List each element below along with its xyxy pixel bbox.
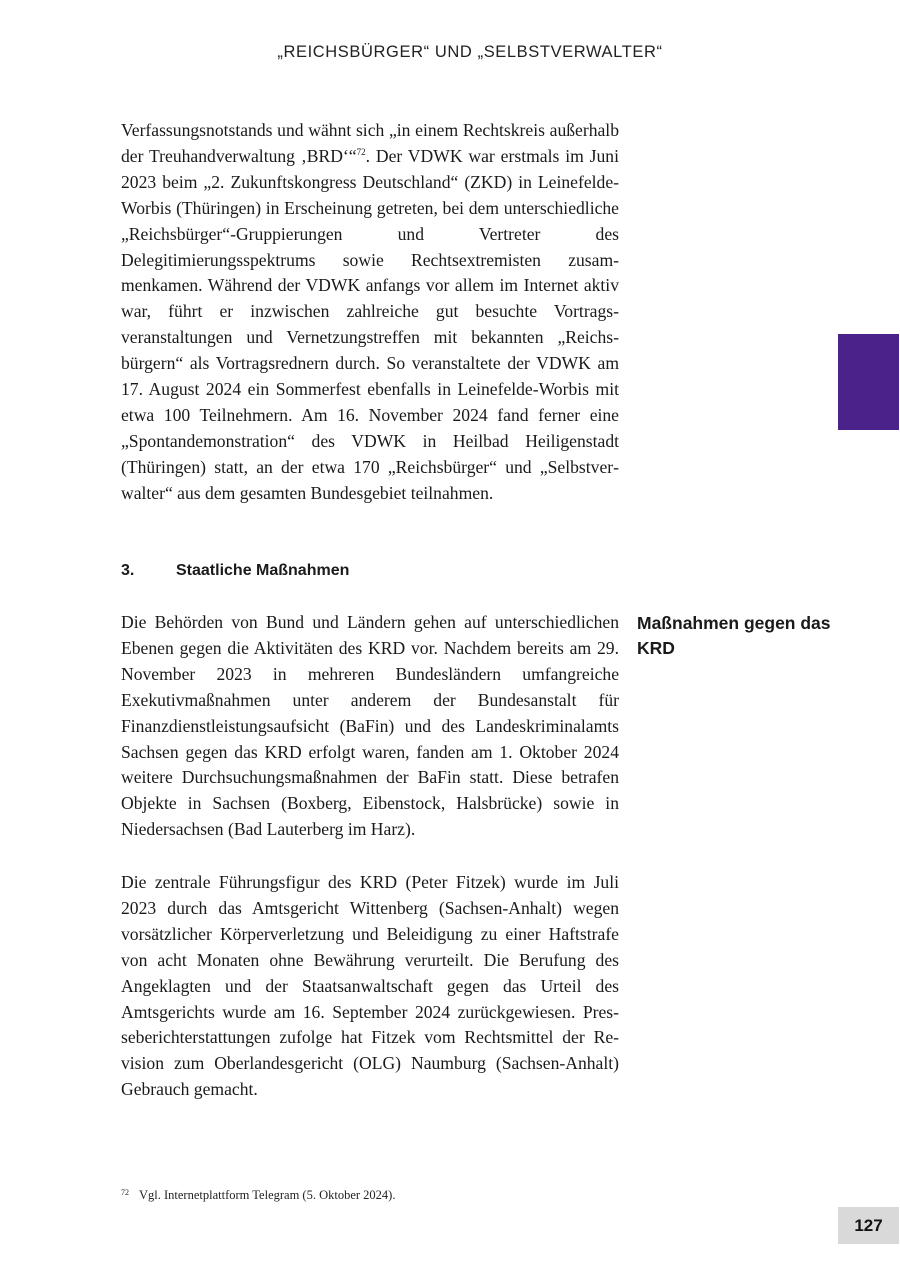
body-paragraph-2: Die Behörden von Bund und Ländern gehen auf unterschiedlichen Ebenen gegen die Aktivitäten des KRD vor. Nachdem bereits am 29. November 2023 in mehreren Bundesländern umfangreiche Exekutivmaßnahmen unter anderem der Bundesanstalt für Finanzdienstleistungsaufsicht (BaFin) und des Landeskriminalamts Sachsen gegen das KRD erfolgt waren, fanden am 1. Oktober 2024 weitere Durchsuchungsmaßnahmen der BaFin statt. Diese betrafen Objekte in Sachsen (Boxberg, Eibenstock, Halsbrücke) sowie in Niedersachsen (Bad Lauterberg im Harz). <box>121 612 619 840</box>
margin-heading: Maßnahmen gegen das KRD <box>637 613 831 658</box>
paragraph-1-start: Verfassungsnotstands und wähnt sich „in einem Rechtskreis außerhalb der Treuhandverwaltung ‚BRD‘“ <box>121 120 619 166</box>
body-paragraph-3: Die zentrale Führungsfigur des KRD (Peter Fitzek) wurde im Juli 2023 durch das Amtsgericht Wittenberg (Sachsen-Anhalt) wegen vorsätzlicher Körperverletzung und Beleidigung zu einer Haftstrafe von acht Monaten ohne Bewährung verurteilt. Die Berufung des Angeklagten und der Staatsanwaltschaft gegen das Urteil des Amtsgerichts wurde am 16. September 2024 zurückgewiesen. Presseberichterstattungen zufolge hat Fitzek vom Rechtsmittel der Revision zum Oberlandesgericht (OLG) Naumburg (Sachsen-Anhalt) Gebrauch gemacht. <box>121 872 619 1100</box>
running-head <box>0 43 900 62</box>
paragraph-1-end: . Der VDWK war erstmals im Juni 2023 beim „2. Zukunftskongress Deutschland“ (ZKD) in Leinefelde-Worbis (Thüringen) in Erscheinung getreten, bei dem unterschiedliche „Reichsbürger“-Gruppierungen und Vertreter des Delegitimierungsspektrums sowie Rechtsextremisten zusammenkamen. Während der VDWK anfangs vor allem im Internet aktiv war, führt er inzwischen zahlreiche gut besuchte Vortragsveranstaltungen und Vernetzungstreffen mit bekannten „Reichsbürgern“ als Vortragsrednern durch. So veranstaltete der VDWK am 17. August 2024 ein Sommerfest ebenfalls in Leinefelde-Worbis mit etwa 100 Teilnehmern. Am 16. November 2024 fand ferner eine „Spontandemonstration“ des VDWK in Heilbad Heiligenstadt (Thüringen) statt, an der etwa 170 „Reichsbürger“ und „Selbstverwalter“ aus dem gesamten Bundesgebiet teilnahmen. <box>121 145 619 503</box>
footnote-reference[interactable]: 72 <box>356 146 366 157</box>
section-title: Staatliche Maßnahmen <box>176 562 350 579</box>
body-paragraph-1 <box>121 118 619 507</box>
page-number: 127 <box>838 1207 899 1244</box>
footnote-number: 72 <box>121 1188 129 1197</box>
section-number: 3. <box>121 562 135 579</box>
running-head-text: „REICHSBÜRGER“ UND „SELBSTVERWALTER“ <box>277 43 663 61</box>
footnote-text: Vgl. Internetplattform Telegram (5. Oktober 2024). <box>139 1188 396 1202</box>
chapter-tab-marker <box>838 334 899 430</box>
footnote <box>121 1188 395 1203</box>
